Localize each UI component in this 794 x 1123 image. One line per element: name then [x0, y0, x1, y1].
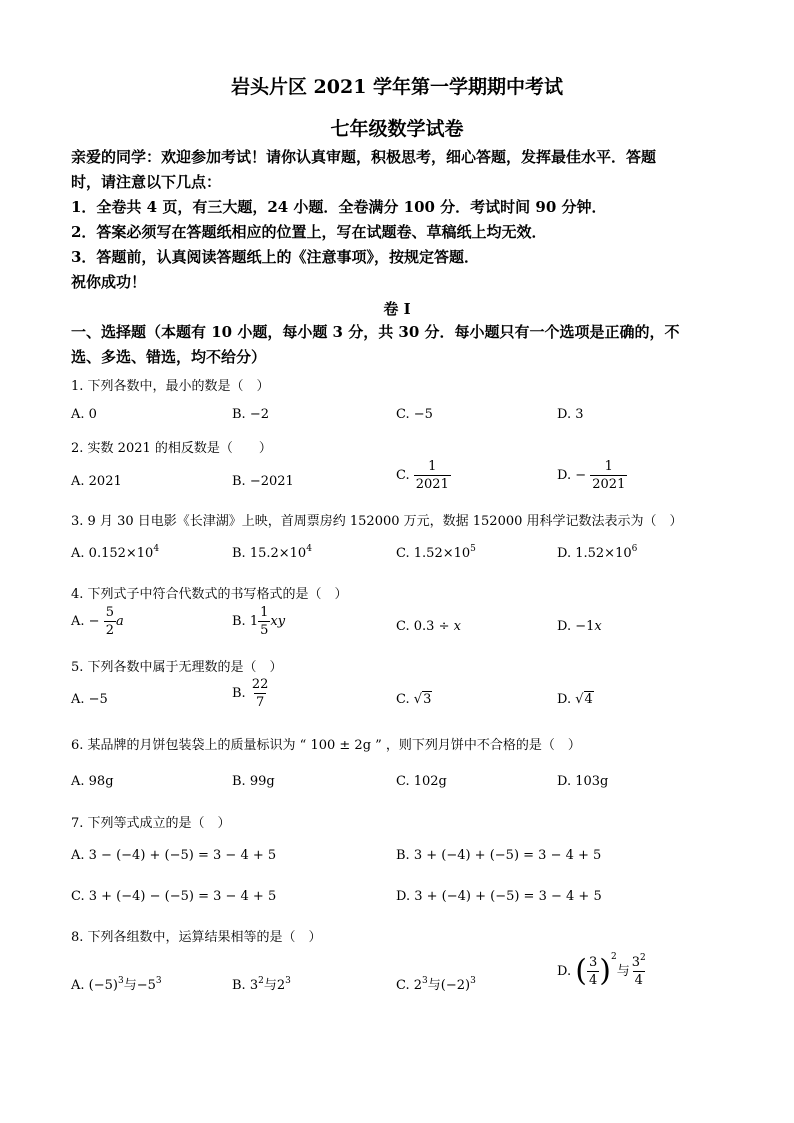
numerator: 1: [428, 459, 437, 474]
numerator: [630, 953, 648, 971]
option-label: D. −: [557, 468, 587, 483]
question-8-option-a: [71, 974, 162, 993]
connector: 与: [123, 978, 137, 993]
section-label: 卷 I: [383, 300, 411, 318]
numerator-base: 3: [631, 955, 640, 970]
question-2-option-a: A. 2021: [71, 474, 122, 489]
question-7-option-b: B. 3 + (−4) + (−5) = 3 − 4 + 5: [396, 848, 602, 863]
fraction: [250, 678, 271, 709]
intro-line-1: 亲爱的同学：欢迎参加考试！请你认真审题，积极思考，细心答题，发挥最佳水平．答题: [71, 148, 657, 166]
question-3-option-c: [396, 546, 476, 561]
fraction: [258, 606, 270, 637]
option-label: C.: [396, 546, 410, 561]
fraction: [630, 953, 648, 988]
fraction: [587, 956, 599, 987]
left-paren-icon: (: [575, 953, 587, 989]
question-7-option-a: A. 3 − (−4) + (−5) = 3 − 4 + 5: [71, 848, 277, 863]
option-label: B.: [232, 686, 246, 701]
intro-item-1: 1．全卷共 4 页，有三大题，24 小题．全卷满分 100 分．考试时间 90 分钟．: [71, 198, 607, 216]
right-paren-icon: ): [599, 953, 611, 989]
question-1-stem: 1. 下列各数中，最小的数是（ ）: [71, 379, 270, 394]
question-5-option-d: [557, 692, 594, 707]
exponent: 3: [117, 976, 124, 986]
connector: 与: [263, 978, 277, 993]
intro-item-2: 2．答案必须写在答题纸相应的位置上，写在试题卷、草稿纸上均无效．: [71, 223, 547, 241]
question-2-option-b: B. −2021: [232, 474, 294, 489]
question-5-stem: 5. 下列各数中属于无理数的是（ ）: [71, 660, 283, 675]
radicand: 3: [423, 692, 432, 707]
exponent: 2: [610, 952, 617, 962]
question-7-option-d: D. 3 + (−4) + (−5) = 3 − 4 + 5: [396, 889, 602, 904]
question-6-option-d: D. 103g: [557, 774, 609, 789]
option-label: D.: [557, 692, 572, 707]
fraction: [414, 460, 451, 491]
option-label: C.: [396, 692, 410, 707]
variable: x: [594, 619, 602, 634]
section-heading-line-1: 一、选择题（本题有 10 小题，每小题 3 分，共 30 分．每小题只有一个选项是正确的，不: [71, 323, 680, 341]
question-5-option-b: [232, 678, 270, 709]
variable: a: [115, 614, 124, 629]
option-label: C.: [396, 468, 410, 483]
question-7-option-c: C. 3 + (−4) − (−5) = 3 − 4 + 5: [71, 889, 277, 904]
section-heading-line-2: 选、多选、错选，均不给分）: [71, 348, 267, 366]
question-2-option-c: [396, 460, 451, 491]
base: 15.2×10: [249, 546, 307, 561]
option-label: C.: [396, 978, 410, 993]
connector: 与: [427, 978, 441, 993]
expression: 0.3 ÷: [413, 619, 454, 634]
base: (−2): [440, 978, 471, 993]
numerator: 5: [105, 605, 114, 620]
option-label: D.: [557, 964, 572, 979]
base: 1.52×10: [413, 546, 471, 561]
question-6-option-a: A. 98g: [71, 774, 114, 789]
question-3-stem: 3. 9 月 30 日电影《长津湖》上映，首周票房约 152000 万元，数据 152000 用科学记数法表示为（ ）: [71, 514, 683, 529]
base: 2: [276, 978, 286, 993]
question-3-option-a: [71, 546, 159, 561]
exponent: 3: [155, 976, 162, 986]
question-1-option-d: D. 3: [557, 407, 584, 422]
exponent: 4: [306, 544, 312, 554]
base: −5: [136, 978, 156, 993]
option-label: D.: [557, 619, 572, 634]
exponent: 2: [258, 976, 264, 986]
question-6-option-b: B. 99g: [232, 774, 275, 789]
question-3-option-b: [232, 546, 312, 561]
question-2-option-d: [557, 460, 627, 491]
question-8-stem: 8. 下列各组数中，运算结果相等的是（ ）: [71, 930, 322, 945]
question-7-stem: 7. 下列等式成立的是（ ）: [71, 816, 231, 831]
exponent: 5: [470, 544, 476, 554]
question-4-stem: 4. 下列式子中符合代数式的书写格式的是（ ）: [71, 587, 348, 602]
expression: −1: [575, 619, 595, 634]
numerator: 1: [604, 459, 613, 474]
question-8-option-c: [396, 974, 476, 993]
question-1-option-b: B. −2: [232, 407, 269, 422]
question-8-option-d: [557, 952, 648, 989]
whole-part: 1: [249, 614, 259, 629]
exponent: 3: [470, 976, 476, 986]
base: 3: [249, 978, 259, 993]
exam-title: 岩头片区 2021 学年第一学期期中考试: [230, 76, 564, 98]
question-6-stem: 6. 某品牌的月饼包装袋上的质量标识为 “ 100 ± 2g ” ，则下列月饼中不合格的是（ ）: [71, 738, 581, 753]
option-label: B.: [232, 546, 246, 561]
exam-subtitle: 七年级数学试卷: [330, 118, 464, 140]
intro-item-3: 3．答题前，认真阅读答题纸上的《注意事项》，按规定答题．: [71, 248, 479, 266]
exponent: 2: [639, 953, 646, 963]
base: (−5): [88, 978, 118, 993]
question-5-option-a: A. −5: [71, 692, 108, 707]
denominator: 5: [260, 623, 269, 638]
question-3-option-d: [557, 546, 637, 561]
base: 0.152×10: [88, 546, 154, 561]
question-4-option-c: [396, 619, 461, 634]
option-label: B.: [232, 978, 246, 993]
denominator: 2: [105, 623, 114, 638]
radicand: 4: [584, 692, 593, 707]
question-4-option-b: [232, 606, 285, 637]
numerator: 3: [588, 955, 598, 970]
numerator: 1: [260, 605, 269, 620]
numerator: 22: [251, 677, 269, 692]
question-1-option-c: C. −5: [396, 407, 433, 422]
denominator: 4: [634, 973, 643, 988]
sqrt-icon: √: [413, 692, 423, 707]
option-label: D.: [557, 546, 572, 561]
intro-line-2: 时，请注意以下几点：: [71, 173, 222, 191]
question-8-option-b: [232, 974, 291, 993]
connector: 与: [616, 964, 630, 979]
variable: xy: [270, 614, 286, 629]
option-label: A.: [71, 978, 85, 993]
question-5-option-c: [396, 692, 432, 707]
question-2-stem: 2. 实数 2021 的相反数是（ ）: [71, 441, 272, 456]
question-4-option-a: [71, 606, 124, 637]
variable: x: [453, 619, 461, 634]
fraction: [590, 460, 627, 491]
option-label: A.: [71, 546, 85, 561]
denominator: 2021: [592, 477, 626, 492]
exponent: 3: [422, 976, 428, 986]
exponent: 3: [285, 976, 291, 986]
exponent: 4: [153, 544, 160, 554]
denominator: 4: [588, 973, 598, 988]
question-4-option-d: [557, 619, 602, 634]
option-label: A. −: [71, 614, 100, 629]
base: 1.52×10: [575, 546, 632, 561]
question-6-option-c: C. 102g: [396, 774, 447, 789]
denominator: 2021: [415, 477, 449, 492]
sqrt-icon: √: [575, 692, 584, 707]
option-label: C.: [396, 619, 410, 634]
fraction: [104, 606, 116, 637]
intro-wish: 祝你成功！: [71, 273, 147, 291]
base: 2: [413, 978, 423, 993]
exponent: 6: [631, 544, 638, 554]
option-label: B.: [232, 614, 246, 629]
question-1-option-a: A. 0: [71, 407, 97, 422]
denominator: 7: [255, 695, 265, 710]
